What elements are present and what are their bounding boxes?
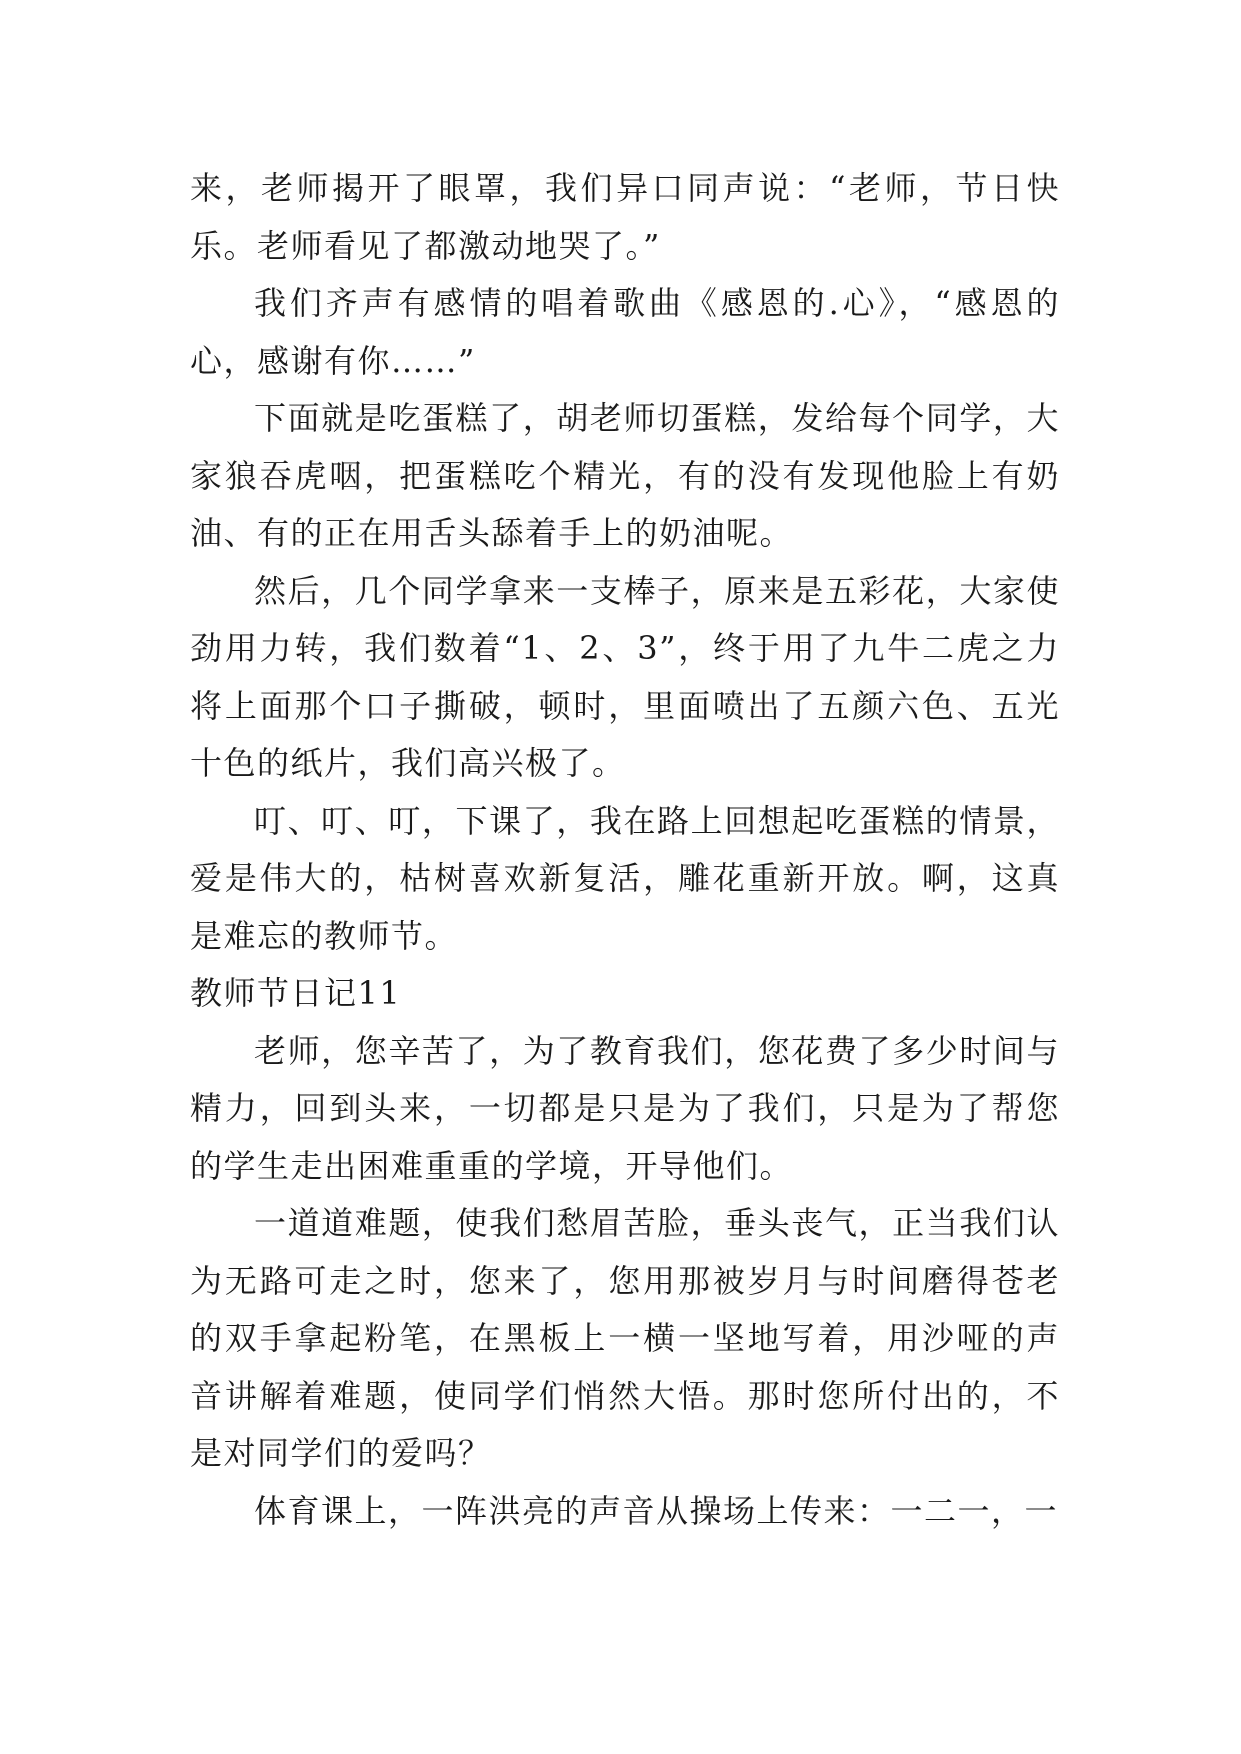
paragraph: 体育课上，一阵洪亮的声音从操场上传来：一二一，一 <box>254 1491 1059 1530</box>
paragraph: 然后，几个同学拿来一支棒子，原来是五彩花，大家使劲用力转，我们数着“1、2、3”，终于用了九牛二虎之力将上面那个口子撕破，顿时，里面喷出了五颜六色、五光十色的纸片，我们高兴极了。 <box>190 571 1060 782</box>
paragraph: 一道道难题，使我们愁眉苦脸，垂头丧气，正当我们认为无路可走之时，您来了，您用那被岁月与时间磨得苍老的双手拿起粉笔，在黑板上一横一坚地写着，用沙哑的声音讲解着难题，使同学们悄然大悟。那时您所付出的，不是对同学们的爱吗？ <box>190 1204 1060 1472</box>
document-body <box>190 160 1060 1540</box>
paragraph: 来，老师揭开了眼罩，我们异口同声说：“老师，节日快乐。老师看见了都激动地哭了。” <box>190 169 1060 265</box>
paragraph: 叮、叮、叮，下课了，我在路上回想起吃蛋糕的情景，爱是伟大的，枯树喜欢新复活，雕花重新开放。啊，这真是难忘的教师节。 <box>190 801 1060 955</box>
section-heading: 教师节日记11 <box>190 974 402 1012</box>
paragraph: 我们齐声有感情的唱着歌曲《感恩的.心》，“感恩的心，感谢有你……” <box>190 284 1060 380</box>
paragraph: 老师，您辛苦了，为了教育我们，您花费了多少时间与精力，回到头来，一切都是只是为了我们，只是为了帮您的学生走出困难重重的学境，开导他们。 <box>190 1031 1060 1185</box>
paragraph: 下面就是吃蛋糕了，胡老师切蛋糕，发给每个同学，大家狼吞虎咽，把蛋糕吃个精光，有的没有发现他脸上有奶油、有的正在用舌头舔着手上的奶油呢。 <box>190 399 1060 552</box>
